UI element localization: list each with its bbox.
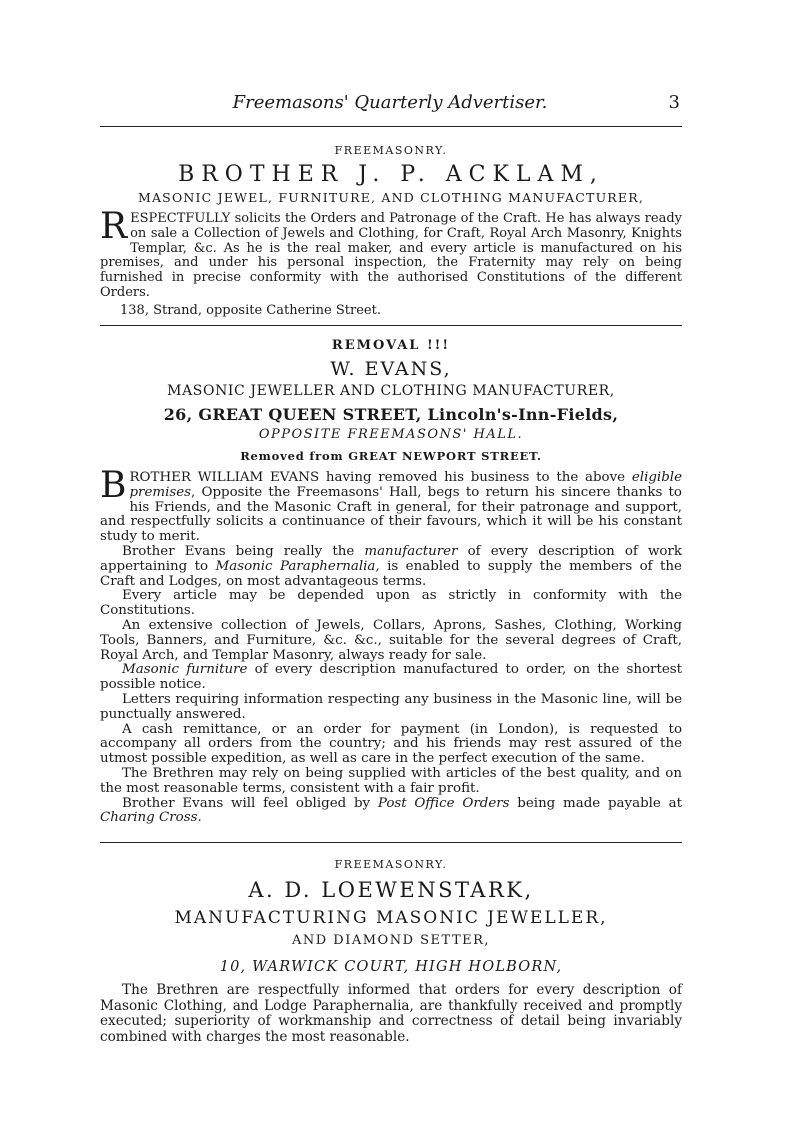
ad1-body-text: ESPECTFULLY solicits the Orders and Patronage of the Craft. He has always ready on sale a Collection of Jewels and Clothing, for Craft, Royal Arch Masonry, Knights Templar, &c. As he is the real maker, and every article is manufactured on his premises, and under his personal inspection, the Fraternity may rely on being furnished in precise conformity with the authorised Constitutions of the different Orders.: [100, 211, 682, 300]
ad3-category: FREEMASONRY.: [334, 858, 448, 871]
ad2-paragraph-7: A cash remittance, or an order for payment (in London), is requested to accompany all orders from the country; and his friends may rest assured of the utmost possible expedition, as well as care in the perfect execution of the same.: [100, 721, 682, 767]
ad2-p9-d: Charing Cross.: [100, 810, 202, 826]
running-header: [100, 92, 680, 118]
header-title: Freemasons' Quarterly Advertiser.: [232, 92, 548, 113]
ad2-p5-a: Masonic furniture: [122, 662, 248, 678]
divider-rule-1: [100, 325, 682, 326]
ad2-paragraph-9: [100, 797, 682, 827]
ad2-p5-b: of every description manufactured to order, on the shortest possible notice.: [100, 662, 683, 693]
ad1-category: FREEMASONRY.: [334, 144, 448, 157]
ad1-body: [100, 206, 682, 301]
ad3-address: 10, WARWICK COURT, HIGH HOLBORN,: [219, 959, 563, 975]
ad2-p2-e: is enabled to supply the members of the Craft and Lodges, on most advantageous terms.: [100, 558, 682, 589]
ad1-drop-cap: R: [100, 206, 128, 247]
ad2-p9-a: Brother Evans will feel obliged by: [122, 795, 378, 811]
header-rule: [100, 126, 682, 127]
ad2-heading: REMOVAL !!!: [331, 338, 451, 353]
ad2-opposite: OPPOSITE FREEMASONS' HALL.: [258, 427, 524, 442]
ad1-trade: MASONIC JEWEL, FURNITURE, AND CLOTHING MANUFACTURER,: [137, 190, 645, 205]
ad2-p2-b: manufacturer: [364, 543, 458, 559]
ad2-p1-b: eligible premises: [129, 470, 682, 500]
ad2-trade: MASONIC JEWELLER AND CLOTHING MANUFACTURER,: [167, 383, 615, 399]
acklam-advertisement: [100, 144, 682, 318]
ad2-removed: Removed from GREAT NEWPORT STREET.: [240, 449, 542, 463]
ad2-p9-b: Post Office Orders: [377, 795, 510, 811]
ad2-p1-c: , Opposite the Freemasons' Hall, begs to return his sincere thanks to his Friends, and the Masonic Craft in general, for their patronage and support, and respectfully solicits a continuance of their favours, which it will be his constant study to merit.: [100, 484, 682, 545]
ad1-address: 138, Strand, opposite Catherine Street.: [120, 302, 381, 318]
ad3-trade: MANUFACTURING MASONIC JEWELLER,: [174, 908, 608, 928]
page-number: 3: [668, 92, 680, 113]
ad2-paragraph-3: Every article may be depended upon as strictly in conformity with the Constitutions.: [100, 588, 682, 619]
ad3-trade2: AND DIAMOND SETTER,: [291, 933, 491, 948]
ad2-paragraph-4: An extensive collection of Jewels, Collars, Aprons, Sashes, Clothing, Working Tools, Banners, and Furniture, &c. &c., suitable for the several degrees of Craft, Royal Arch, and Templar Masonry, always ready for sale.: [100, 617, 682, 663]
ad2-paragraph-5: [100, 663, 682, 693]
ad2-name: W. EVANS,: [330, 358, 452, 380]
ad2-paragraph-1: [100, 465, 682, 545]
ad2-address: 26, GREAT QUEEN STREET, Lincoln's-Inn-Fields,: [163, 405, 619, 424]
ad1-name: BROTHER J. P. ACKLAM,: [178, 162, 604, 187]
ad2-p9-c: being made payable at: [509, 795, 682, 811]
ad3-body: The Brethren are respectfully informed that orders for every description of Masonic Clothing, and Lodge Paraphernalia, are thankfully received and promptly executed; superiority of workmanship and correctness of detail being invariably combined with charges the most reasonable.: [100, 982, 682, 1045]
loewenstark-advertisement: [100, 858, 682, 1045]
ad2-p2-c: of every description of work appertaining to: [100, 543, 682, 574]
ad2-p1-a: ROTHER WILLIAM EVANS having removed his business to the above: [129, 470, 632, 485]
ad3-name: A. D. LOEWENSTARK,: [248, 878, 534, 902]
ad2-p2-d: Masonic Paraphernalia,: [215, 558, 380, 574]
ad2-paragraph-6: Letters requiring information respecting any business in the Masonic line, will be punctually answered.: [100, 691, 682, 722]
ad2-paragraph-2: [100, 545, 682, 589]
ad2-drop-cap: B: [100, 465, 127, 506]
ad2-p2-a: Brother Evans being really the: [122, 543, 365, 559]
ad2-paragraph-8: The Brethren may rely on being supplied with articles of the best quality, and on the most reasonable terms, consistent with a fair profit.: [100, 765, 682, 796]
evans-advertisement: [100, 338, 682, 826]
divider-rule-2: [100, 842, 682, 843]
